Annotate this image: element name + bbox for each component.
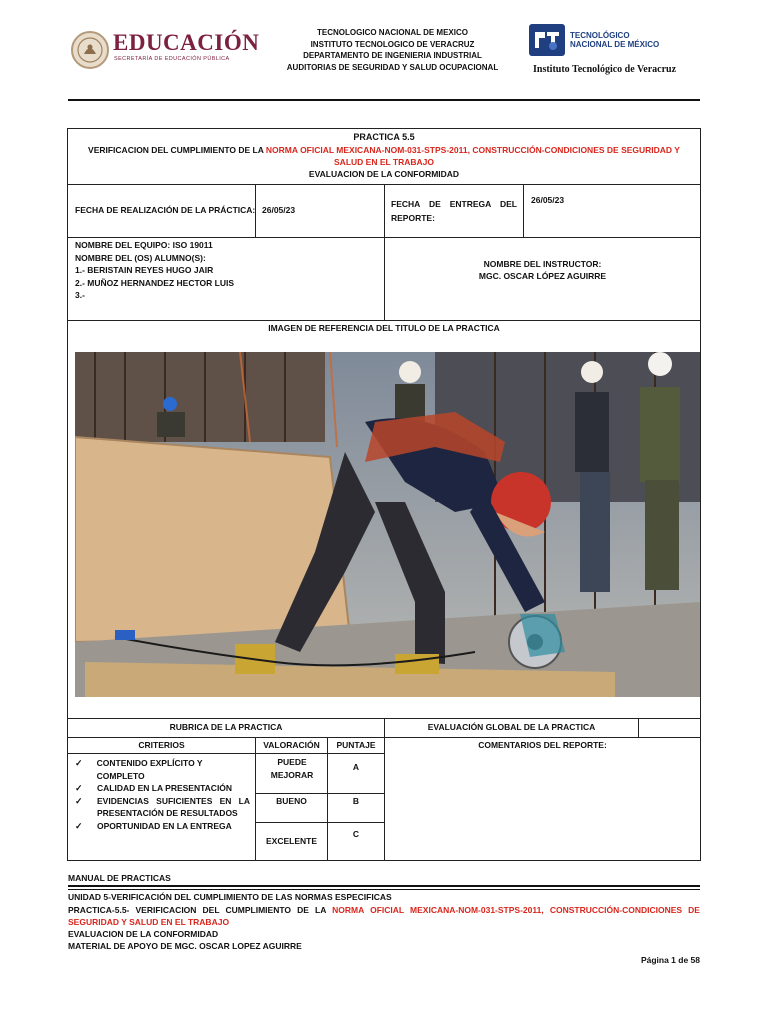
- footer-practice-prefix: PRACTICA-5.5- VERIFICACION DEL CUMPLIMIENTO DE LA: [68, 905, 333, 915]
- row-divider: [68, 237, 700, 238]
- header-institution-block: [285, 27, 500, 73]
- delivery-date-value: 26/05/23: [531, 195, 565, 205]
- delivery-date-label: FECHA DE ENTREGA DEL REPORTE:: [391, 199, 517, 223]
- rating-value: BUENO: [276, 796, 307, 806]
- practice-subtitle: EVALUACION DE LA CONFORMIDAD: [308, 169, 460, 179]
- score-value: B: [352, 796, 360, 806]
- checkmark-icon: ✓: [75, 783, 83, 793]
- institute-name: Instituto Tecnológico de Veracruz: [533, 64, 677, 75]
- col-divider: [384, 184, 385, 320]
- footer-standard-name: NORMA OFICIAL MEXICANA-NOM-031-STPS-2011, CONSTRUCCIÓN-CONDICIONES DE SEGURIDAD Y SALUD EN EL TRABAJO: [68, 905, 700, 927]
- header-line: DEPARTAMENTO DE INGENIERIA INDUSTRIAL: [303, 51, 482, 60]
- tecnm-logo-text: [570, 31, 659, 49]
- footer-evaluation: EVALUACION DE LA CONFORMIDAD: [68, 929, 219, 939]
- footer-manual: MANUAL DE PRACTICAS: [68, 873, 171, 883]
- footer-practice: [68, 904, 700, 928]
- instructor-block: [385, 258, 700, 282]
- tecnm-logo-icon: [527, 22, 567, 58]
- col-divider: [523, 184, 524, 237]
- team-block: [75, 239, 234, 302]
- practice-objective: [80, 144, 688, 168]
- score-value: C: [352, 829, 360, 839]
- realization-date-label: FECHA DE REALIZACIÓN DE LA PRÁCTICA:: [75, 205, 256, 215]
- score-value: A: [352, 762, 360, 772]
- criterion-text: CALIDAD EN LA PRESENTACIÓN: [97, 783, 233, 793]
- instructor-label: NOMBRE DEL INSTRUCTOR:: [483, 259, 602, 269]
- checkmark-icon: ✓: [75, 820, 83, 831]
- row-divider: [255, 822, 384, 823]
- rubric-title: RUBRICA DE LA PRACTICA: [169, 722, 283, 732]
- header-line: AUDITORIAS DE SEGURIDAD Y SALUD OCUPACIONAL: [286, 62, 499, 72]
- list-item: [75, 795, 250, 820]
- checkmark-icon: ✓: [75, 795, 83, 806]
- page-number: Página 1 de 58: [640, 955, 700, 965]
- tecnm-line2: NACIONAL DE MÉXICO: [570, 40, 660, 49]
- criteria-header: CRITERIOS: [138, 740, 185, 750]
- team-name: NOMBRE DEL EQUIPO: ISO 19011: [75, 240, 213, 250]
- list-item: [75, 820, 250, 833]
- checkmark-icon: ✓: [75, 758, 83, 768]
- row-divider: [68, 737, 700, 738]
- list-item: [75, 757, 250, 782]
- comments-label: COMENTARIOS DEL REPORTE:: [478, 740, 607, 750]
- criterion-text: CONTENIDO EXPLÍCITO Y COMPLETO: [96, 758, 203, 781]
- students-label: NOMBRE DEL (OS) ALUMNO(S):: [75, 252, 206, 263]
- student-item: 2.- MUÑOZ HERNANDEZ HECTOR LUIS: [75, 277, 234, 288]
- footer-support: MATERIAL DE APOYO DE MGC. OSCAR LOPEZ AGUIRRE: [68, 941, 302, 951]
- criteria-list: [75, 757, 250, 832]
- row-divider: [255, 793, 384, 794]
- construction-worker-photo: [75, 352, 700, 697]
- student-item: 3.-: [75, 290, 85, 300]
- rating-value: EXCELENTE: [265, 836, 317, 846]
- realization-date-value: 26/05/23: [262, 205, 296, 215]
- tecnm-line1: TECNOLÓGICO: [570, 31, 630, 40]
- footer-unit: UNIDAD 5-VERIFICACIÓN DEL CUMPLIMIENTO DE LAS NORMAS ESPECIFICAS: [68, 892, 392, 902]
- criterion-text: OPORTUNIDAD EN LA ENTREGA: [97, 820, 232, 831]
- instructor-name: MGC. OSCAR LÓPEZ AGUIRRE: [478, 271, 607, 281]
- practice-standard-name: NORMA OFICIAL MEXICANA-NOM-031-STPS-2011, CONSTRUCCIÓN-CONDICIONES DE SEGURIDAD Y SALUD EN EL TRABAJO: [265, 145, 680, 167]
- row-divider: [68, 753, 384, 754]
- col-divider: [255, 184, 256, 237]
- image-section-label: IMAGEN DE REFERENCIA DEL TITULO DE LA PRACTICA: [268, 323, 500, 333]
- criterion-text: EVIDENCIAS SUFICIENTES EN LA PRESENTACIÓN DE RESULTADOS: [97, 795, 250, 818]
- practice-objective-prefix: VERIFICACION DEL CUMPLIMIENTO DE LA: [88, 145, 266, 155]
- practice-title: PRACTICA 5.5: [353, 132, 415, 142]
- col-divider: [638, 718, 639, 737]
- footer-divider: [68, 885, 700, 887]
- student-item: 1.- BERISTAIN REYES HUGO JAIR: [75, 265, 214, 275]
- row-divider: [68, 320, 700, 321]
- footer-divider-thin: [68, 889, 700, 890]
- rating-header: VALORACIÓN: [263, 740, 320, 750]
- global-evaluation-title: EVALUACIÓN GLOBAL DE LA PRACTICA: [427, 722, 596, 732]
- list-item: [75, 782, 250, 795]
- sep-logo: [70, 30, 110, 70]
- education-logo-word: EDUCACIÓN: [113, 30, 260, 55]
- rating-value: PUEDE MEJORAR: [270, 757, 314, 780]
- score-header: PUNTAJE: [336, 740, 376, 750]
- header-line: INSTITUTO TECNOLOGICO DE VERACRUZ: [310, 39, 475, 49]
- header-line: TECNOLOGICO NACIONAL DE MEXICO: [317, 28, 468, 37]
- header-divider: [68, 99, 700, 101]
- education-logo-subtitle: SECRETARÍA DE EDUCACIÓN PÚBLICA: [114, 56, 230, 62]
